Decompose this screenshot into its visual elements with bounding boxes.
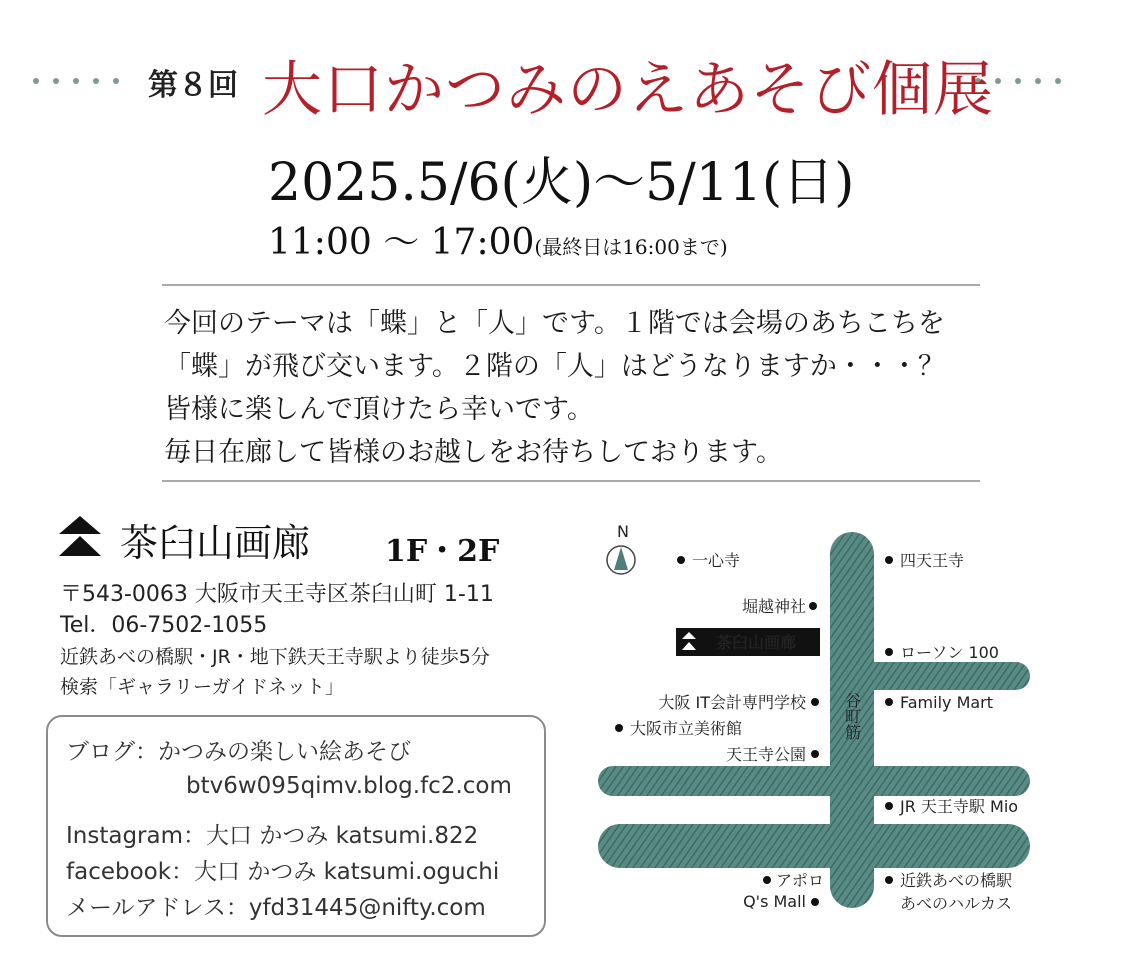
facebook-account[interactable]: facebook：大口 かつみ katsumi.oguchi bbox=[66, 859, 500, 885]
road-upper bbox=[860, 662, 1030, 690]
gallery-logo-icon bbox=[57, 514, 103, 560]
exhibition-message bbox=[164, 302, 994, 474]
message-line: 毎日在廊して皆様のお越しをお待ちしております。 bbox=[164, 437, 783, 468]
decorative-dots-left bbox=[33, 78, 119, 84]
landmark-family-mart: Family Mart bbox=[900, 693, 994, 712]
landmark-apollo: アポロ bbox=[776, 871, 825, 890]
exhibition-hours bbox=[268, 214, 728, 265]
landmark-kintetsu: 近鉄あべの橋駅 bbox=[900, 871, 1013, 890]
blog-url[interactable]: btv6w095qimv.blog.fc2.com bbox=[186, 773, 512, 799]
landmark-horikoshi: 堀越神社 bbox=[741, 597, 806, 616]
gallery-search: 検索「ギャラリーガイドネット」 bbox=[60, 676, 344, 698]
map-gallery-marker bbox=[676, 628, 820, 656]
landmark-shitennoji: 四天王寺 bbox=[900, 551, 965, 570]
landmark-harukas: あべのハルカス bbox=[900, 894, 1013, 913]
street-name: 谷町筋 bbox=[842, 692, 862, 740]
divider-bottom bbox=[162, 480, 980, 482]
contact-box bbox=[46, 715, 546, 937]
landmark-lawson: ローソン 100 bbox=[900, 643, 999, 662]
divider-top bbox=[162, 284, 980, 286]
email-address[interactable]: メールアドレス：yfd31445@nifty.com bbox=[66, 895, 486, 921]
north-arrow-icon bbox=[607, 522, 635, 574]
exhibition-title: 大口かつみのえあそび個展 bbox=[262, 55, 994, 125]
gallery-address: 〒543-0063 大阪市天王寺区茶臼山町 1-11 bbox=[60, 582, 494, 607]
message-line: 「蝶」が飛び交います。２階の「人」はどうなりますか・・・？ bbox=[164, 351, 945, 382]
instagram-account[interactable]: Instagram：大口 かつみ katsumi.822 bbox=[66, 823, 479, 849]
gallery-floors: 1F・2F bbox=[385, 534, 500, 569]
message-line: 皆様に楽しんで頂けたら幸いです。 bbox=[164, 394, 594, 425]
message-line: 今回のテーマは「蝶」と「人」です。１階では会場のあちこちを bbox=[164, 308, 945, 339]
hours-range: 11:00 ～ 17:00 bbox=[268, 222, 535, 263]
gallery-tel: Tel．06-7502-1055 bbox=[60, 613, 268, 638]
map-gallery-label: 茶臼山画廊 bbox=[716, 633, 797, 652]
gallery-access: 近鉄あべの橋駅・JR・地下鉄天王寺駅より徒歩5分 bbox=[60, 646, 490, 668]
edition-label: 第８回 bbox=[148, 68, 238, 103]
road-lower bbox=[598, 824, 1030, 868]
access-map bbox=[590, 520, 1070, 920]
landmark-museum: 大阪市立美術館 bbox=[630, 719, 743, 738]
exhibition-dates: 2025.5/6(火)～5/11(日) bbox=[268, 153, 855, 213]
landmark-isshinji: 一心寺 bbox=[692, 551, 741, 570]
road-middle bbox=[598, 766, 1030, 796]
svg-text:N: N bbox=[617, 522, 629, 541]
landmark-park: 天王寺公園 bbox=[725, 745, 806, 764]
landmark-it-school: 大阪 IT会計専門学校 bbox=[658, 693, 806, 712]
gallery-name: 茶臼山画廊 bbox=[120, 521, 311, 565]
landmark-qs-mall: Q's Mall bbox=[743, 892, 806, 911]
landmark-jr-station: JR 天王寺駅 Mio bbox=[900, 797, 1019, 816]
blog-label: ブログ：かつみの楽しい絵あそび bbox=[66, 739, 411, 765]
hours-note: (最終日は16:00まで) bbox=[534, 235, 728, 259]
